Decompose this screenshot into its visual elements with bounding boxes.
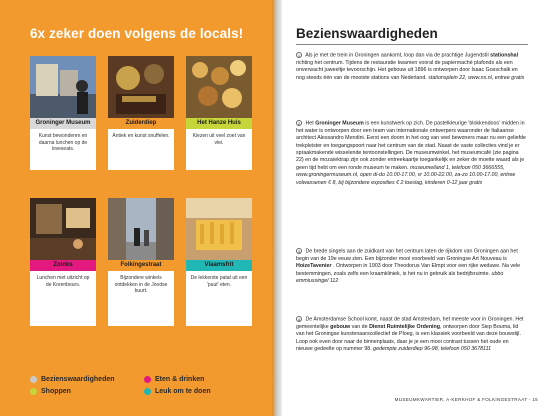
card-description: Antiek en kunst snuffelen. [112,133,170,139]
zuiderdiep-photo [108,56,174,118]
legend-label: Eten & drinken [155,376,205,383]
paragraph-info: museumeiland 1, telefoon 050 3666555, www.groningermuseum.nl, open di-do 10.00-17.00, vr 10.00-22.00, za-zo 10.00-17.00, entree volwassenen € 8, bij bijzondere exposities € 2 toeslag, kinderen 0-12 jaar gratis [296,164,516,186]
paragraph-body: De Amsterdamse School komt, naast de stad Amsterdam, het meeste voor in Groningen. Het gemeentelijke [296,316,524,330]
card-description: De lekkerste patat uit een 'puut' eten. [190,275,248,288]
legend-label: Shoppen [41,388,71,395]
right-page [282,0,552,416]
page-footer: MUSEUMKWARTIER, A-KERKHOF & FOLKINGESTRAAT - 15 [394,397,538,402]
paragraph-body: , ontworpen door Siep Bouma, lid van het Groningse kunstenaarscollectief de Ploeg, is een klassiek voorbeeld van deze bouwstijl. Loop ook even door naar de binnenplaats, daar je je een mooi contrast tussen het oude en nieuwe gedeelte op nummer 98. [296,323,521,353]
left-page-title: 6x zeker doen volgens de locals! [30,26,244,41]
paragraph-groninger-museum [296,120,526,187]
folkingestraat-photo [108,198,174,260]
card-description: Bijzondere winkels ontdekken in de Joodse buurt. [114,275,168,294]
paragraph-body: van de [351,323,368,330]
paragraph-info: gedempte zuiderdiep 96-98, telefoon 050 3678111 [373,346,492,353]
card-folkingestraat [108,198,174,326]
legend-item-leuk-om-te-doen [144,388,211,395]
paragraph-body: is een kunstwerk op zich. De pastelkleurige 'blokkendoos' midden in het water is ontworpen door een team van internationale ontwerpers waaronder de Italiaanse architect Alessandro Mendini. Eerst een doorn in het oog van veel bewoners maar nu een geliefde trekpleister en toegangspoort naar het centrum van de stad. Naast de vaste collecties vind je er spraakmakende wisselende tentoonstellingen. De museumwinkel, het museumcafé (zie pagina 22) en de mozaïektrap zijn ook zonder entreekaartje toegankelijk en zeker de moeite waard als je geen tijd hebt om een ronde museum te maken. [296,120,526,171]
legend-item-eten-drinken [144,376,204,383]
card-het-hanze-huis [186,56,252,170]
paragraph-intro: Als je met de trein in Groningen aankomt, loop dan via de prachtige Jugendstil [305,52,489,59]
teal-dot-icon [144,388,151,395]
page-gutter [272,0,282,416]
right-page-title: Bezienswaardigheden [296,26,438,41]
title-divider [296,44,528,45]
paragraph-hoize-tavenier [296,248,526,285]
paragraph-highlight: gebouw [330,323,351,330]
card-label: Zuiderdiep [108,118,174,129]
card-description: Kunst bewonderen en daarna lunchen op de loveseats. [38,133,88,152]
number-3-icon: 3 [297,249,301,254]
paragraph-intro: Het [305,120,314,127]
card-zuiderdiep [108,56,174,170]
paragraph-dienst-ruimtelijke-ordening [296,316,526,353]
legend-item-bezienswaardigheden [30,376,115,383]
paragraph-highlight: Groninger Museum [315,120,364,127]
green-dot-icon [30,388,37,395]
legend-label: Leuk om te doen [155,388,211,395]
number-2-icon: 2 [297,121,301,126]
paragraph-highlight: stationshal [490,52,519,59]
card-description: Kiezen uit veel zoet van vlei. [192,133,246,146]
paragraph-info: stationsplein 22, www.ns.nl, entree gratis [428,74,525,81]
legend-label: Bezienswaardigheden [41,376,115,383]
paragraph-highlight: Dienst Ruimtelijke Ordening [369,323,440,330]
card-label: Groninger Museum [30,118,96,129]
paragraph-stationshal [296,52,526,82]
card-label: Zoinks [30,260,96,271]
card-label: Het Hanze Huis [186,118,252,129]
zoinks-photo [30,198,96,260]
paragraph-body: . Ontworpen in 1903 door Theodorus Van Elmpt voor een rijke weduwe. Na vele bestemmingen, zoals zelfs een kraamkliniek, is het nu in gebruik als bedrijfsruimte. [296,263,521,277]
card-label: Vlaamsfrit [186,260,252,271]
paragraph-body: richting het centrum. Tijdens de restauratie kwamen vooral de papiermaché plafonds als een onverwacht juweeltje tevoorschijn. Het gebouw uit 1896 is ontworpen door Isaac Gosschalk en nog steeds één van de mooiste stations van Nederland. [296,59,518,81]
grey-dot-icon [30,376,37,383]
card-zoinks [30,198,96,326]
card-groninger-museum [30,56,96,170]
groninger-museum-photo [30,56,96,118]
card-vlaamsfrit [186,198,252,326]
magenta-dot-icon [144,376,151,383]
number-4-icon: 4 [297,317,301,322]
number-1-icon: 1 [297,53,301,58]
paragraph-highlight: HoizeTavenier [296,263,332,270]
paragraph-info: ubbo emmiussingel 112 [296,270,504,285]
vlaamsfrit-photo [186,198,252,260]
legend-item-shoppen [30,388,71,395]
paragraph-body: De brede singels aan de zuidkant van het centrum laten de rijkdom van Groningen aan het begin van de 19e eeuw zien. Een bijzonder mooi voorbeeld van Groningse Art Nouveau is [296,248,518,262]
card-label: Folkingestraat [108,260,174,271]
het-hanze-huis-photo [186,56,252,118]
card-description: Lunchen met uitzicht op de Korenbeurs. [36,275,90,288]
